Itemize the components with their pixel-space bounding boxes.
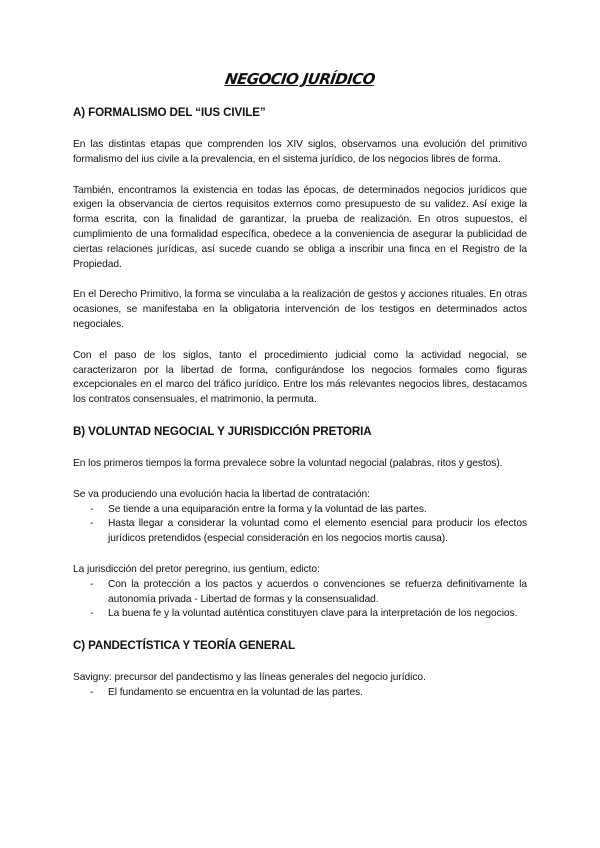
section-a-heading: A) FORMALISMO DEL “IUS CIVILE” xyxy=(73,106,266,119)
section-b-heading: B) VOLUNTAD NEGOCIAL Y JURISDICCIÓN PRETORIA xyxy=(73,424,372,438)
section-a-paragraph-4: Con el paso de los siglos, tanto el procedimiento judicial como la actividad negocial, se caracterizaron por la libertad de forma, configurándose los negocios formales como figuras excepcionales en el marco del tráfico jurídico. Entre los más relevantes negocios libres, destacamos los contratos consensuales, el matrimonio, la permuta. xyxy=(73,349,527,406)
list-item-text: Se tiende a una equiparación entre la forma y la voluntad de las partes. xyxy=(108,503,427,515)
dash-bullet: - xyxy=(90,518,94,530)
list-item xyxy=(73,517,527,547)
section-b-jurisdiction-lead: La jurisdicción del pretor peregrino, ius gentium, edicto: xyxy=(73,563,320,575)
section-a-paragraph-2: También, encontramos la existencia en todas las épocas, de determinados negocios jurídicos que exigen la observancia de ciertos requisitos externos como presupuesto de su validez. Así exige la forma escrita, con la finalidad de garantizar, la prueba de realización. En otros supuestos, el cumplimiento de una formalidad específica, obedece a la conveniencia de asegurar la publicidad de ciertas relaciones jurídicas, así sucede cuando se obliga a inscribir una finca en el Registro de la Propiedad. xyxy=(73,184,527,270)
section-b-intro: En los primeros tiempos la forma prevalece sobre la voluntad negocial (palabras, ritos y gestos). xyxy=(73,457,503,469)
dash-bullet: - xyxy=(90,503,94,515)
section-a-paragraph-1: En las distintas etapas que comprenden los XIV siglos, observamos una evolución del primitivo formalismo del ius civile a la prevalencia, en el sistema jurídico, de los negocios libres de forma. xyxy=(73,139,527,165)
document-body xyxy=(73,105,527,701)
section-a-paragraph-3: En el Derecho Primitivo, la forma se vinculaba a la realización de gestos y acciones rituales. En otras ocasiones, se manifestaba en la obligatoria intervención de los testigos en determinados actos negociales. xyxy=(73,289,527,330)
dash-bullet: - xyxy=(90,578,94,590)
section-c-heading: C) PANDECTÍSTICA Y TEORÍA GENERAL xyxy=(73,639,295,653)
list-item xyxy=(73,607,527,622)
list-item xyxy=(73,503,527,518)
list-item-text: Con la protección a los pactos y acuerdos o convenciones se refuerza definitivamente la autonomía privada - Libertad de formas y la consensualidad. xyxy=(108,578,527,605)
list-item-text: Hasta llegar a considerar la voluntad como el elemento esencial para producir los efectos jurídicos pretendidos (especial consideración en los negocios mortis causa). xyxy=(108,518,527,545)
section-c-list xyxy=(73,686,527,701)
list-item-text: La buena fe y la voluntad auténtica constituyen clave para la interpretación de los negocios. xyxy=(108,608,518,620)
dash-bullet: - xyxy=(90,686,94,698)
page-title: NEGOCIO JURÍDICO xyxy=(223,70,377,88)
section-b-evolution-list xyxy=(73,503,527,547)
section-b-evolution-lead: Se va produciendo una evolución hacia la libertad de contratación: xyxy=(73,488,370,500)
list-item xyxy=(73,686,527,701)
list-item xyxy=(73,578,527,608)
list-item-text: El fundamento se encuentra en la voluntad de las partes. xyxy=(108,686,363,698)
section-b-jurisdiction-list xyxy=(73,578,527,622)
dash-bullet: - xyxy=(90,608,94,620)
section-c-intro: Savigny: precursor del pandectismo y las líneas generales del negocio jurídico. xyxy=(73,672,426,684)
